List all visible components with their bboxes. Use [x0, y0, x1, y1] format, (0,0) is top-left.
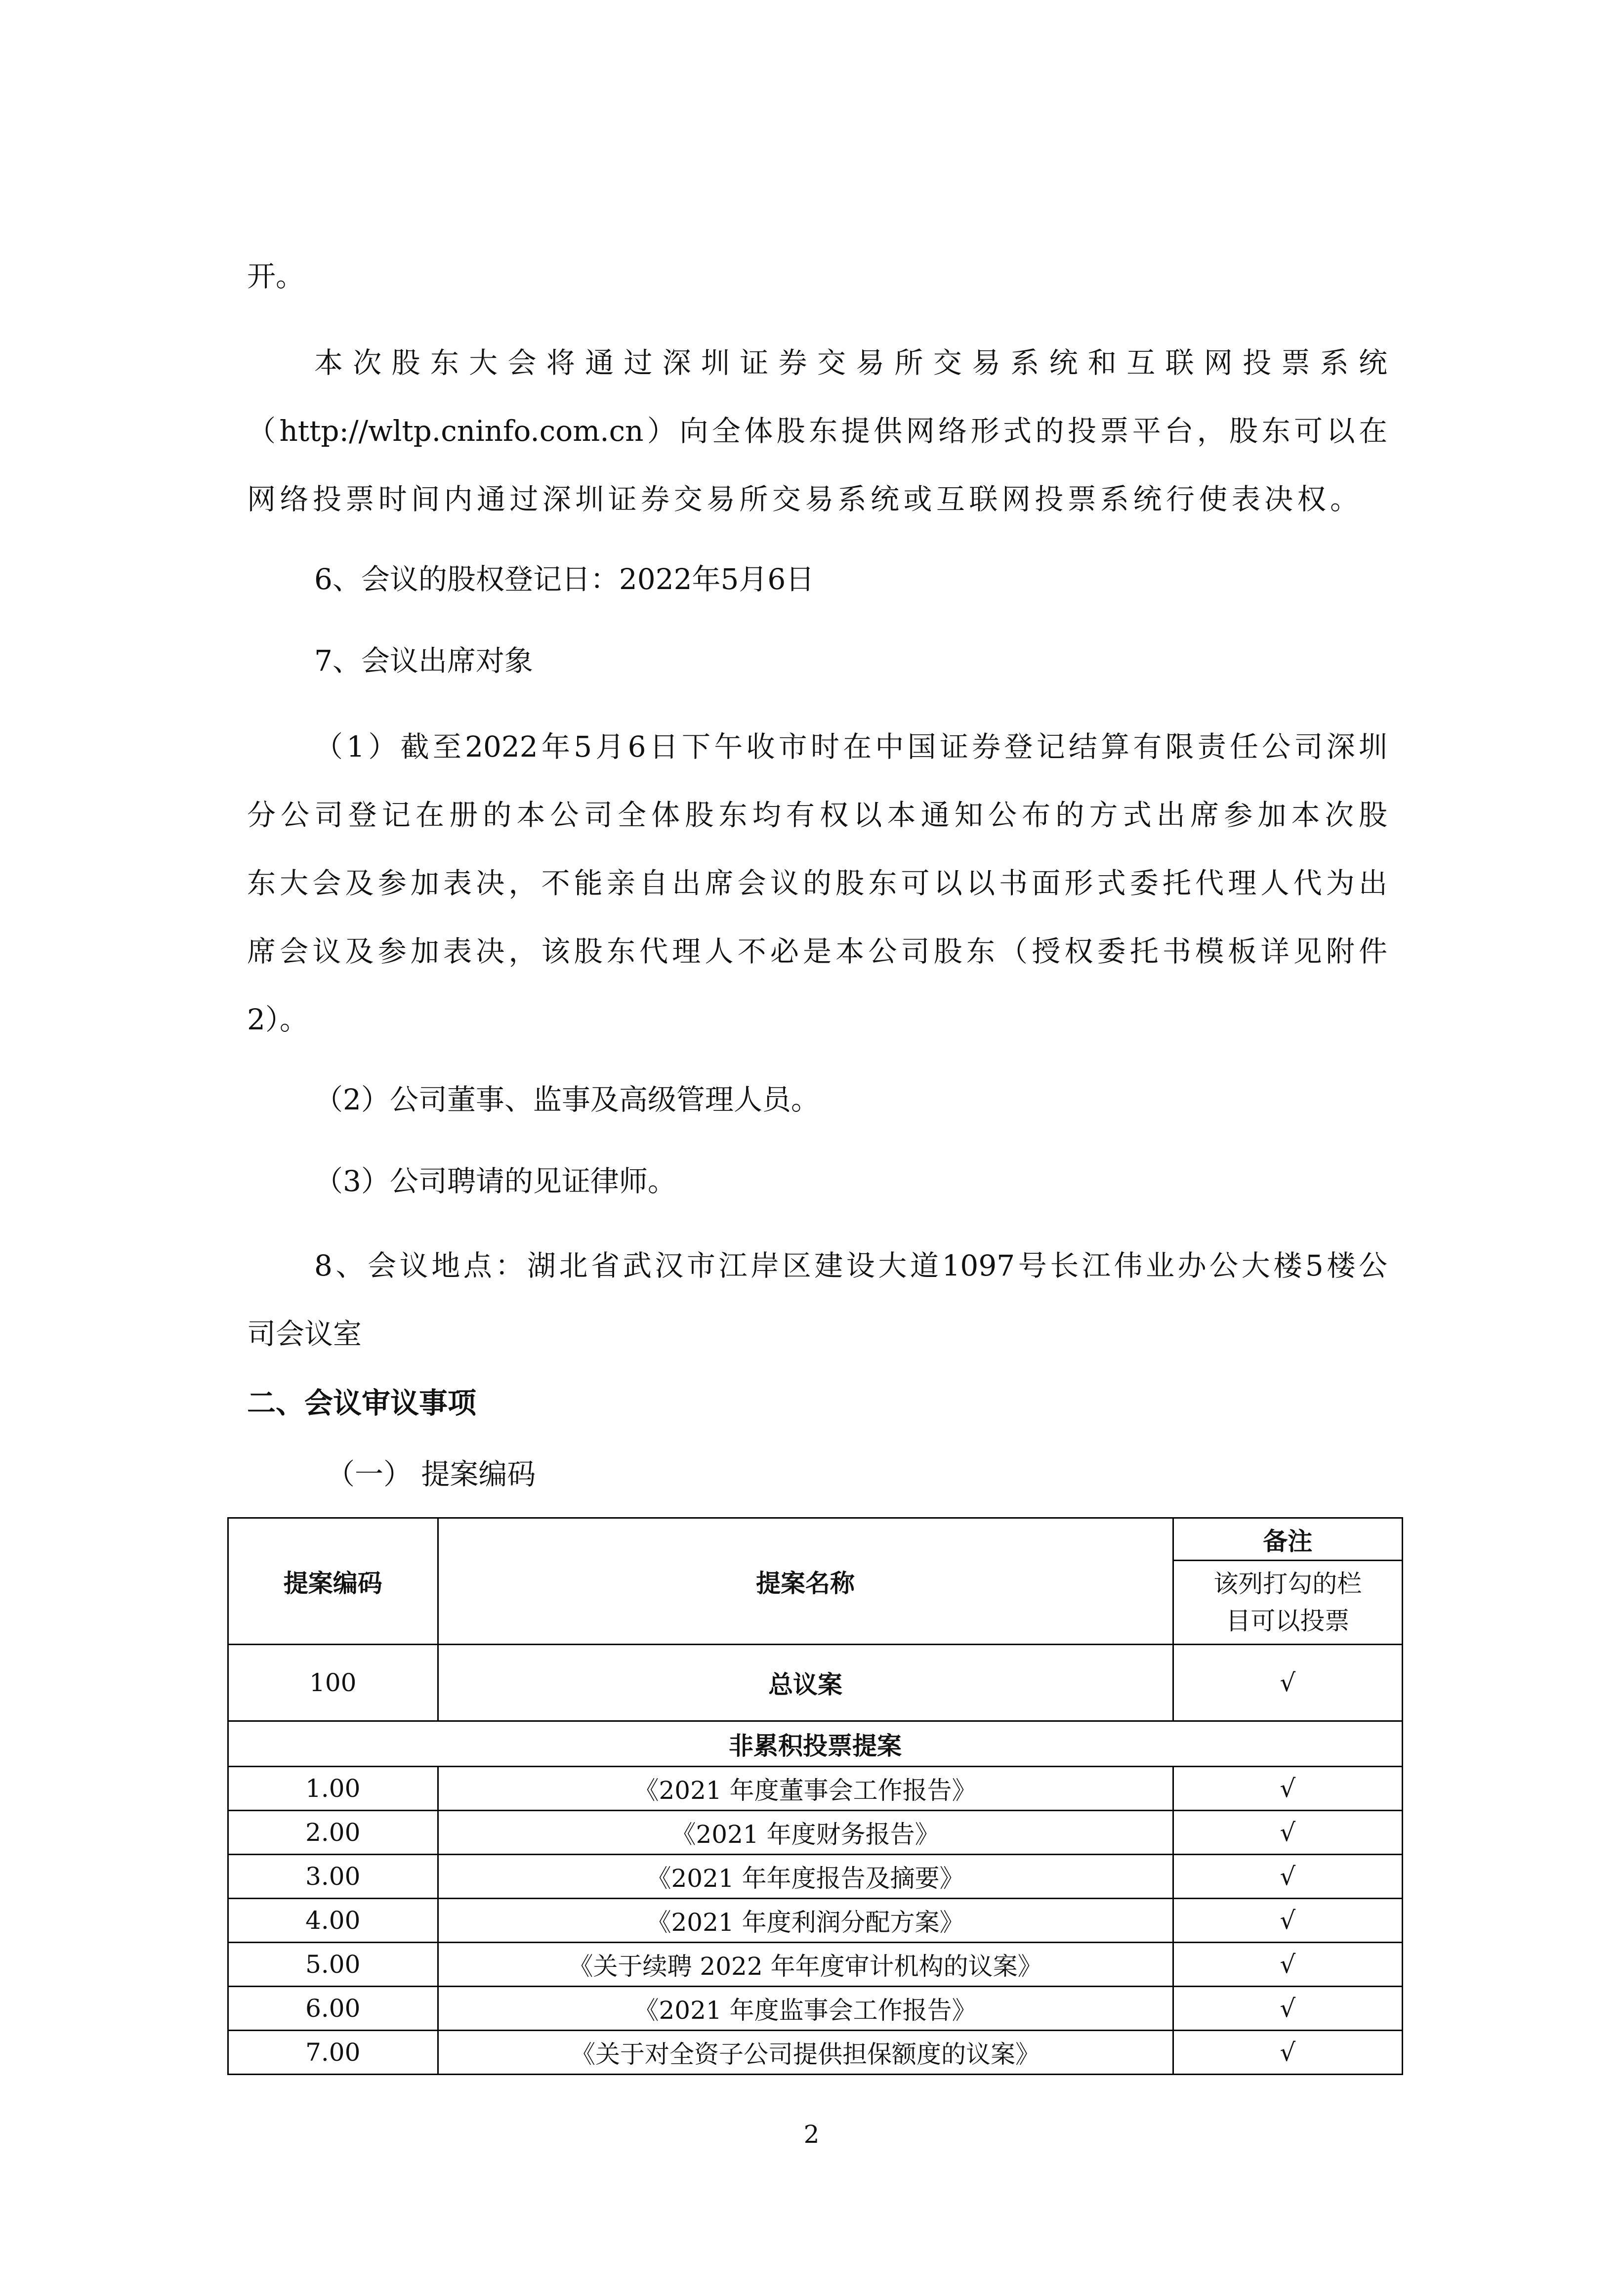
paragraph-line: （http://wltp.cninfo.com.cn）向全体股东提供网络形式的投票平台，股东可以在 — [247, 414, 1387, 448]
paragraph-line: （3）公司聘请的见证律师。 — [314, 1164, 676, 1198]
proposal-table — [227, 1517, 1403, 2075]
paragraph-line: 东大会及参加表决，不能亲自出席会议的股东可以以书面形式委托代理人代为出 — [247, 866, 1387, 900]
table-row-total — [228, 1645, 1403, 1721]
paragraph-line: （1）截至2022年5月6日下午收市时在中国证券登记结算有限责任公司深圳 — [314, 730, 1387, 764]
row-name: 《2021 年度利润分配方案》 — [438, 1899, 1173, 1943]
table-row — [228, 1943, 1403, 1987]
paragraph-line: 6、会议的股权登记日：2022年5月6日 — [314, 562, 815, 596]
row-mark: √ — [1173, 2031, 1402, 2075]
table-row — [228, 1855, 1403, 1899]
row-name: 《关于对全资子公司提供担保额度的议案》 — [438, 2031, 1173, 2075]
row-mark: √ — [1173, 1811, 1402, 1855]
row-mark: √ — [1173, 1899, 1402, 1943]
paragraph-line: （2）公司董事、监事及高级管理人员。 — [314, 1083, 820, 1116]
row-code: 3.00 — [228, 1855, 438, 1899]
row-code: 5.00 — [228, 1943, 438, 1987]
table-row — [228, 1899, 1403, 1943]
row-mark: √ — [1173, 1943, 1402, 1987]
row-code: 4.00 — [228, 1899, 438, 1943]
header-remark-note — [1173, 1561, 1402, 1645]
sub-heading: （一） 提案编码 — [326, 1457, 536, 1491]
paragraph-line: 分公司登记在册的本公司全体股东均有权以本通知公布的方式出席参加本次股 — [247, 798, 1387, 832]
row-name: 《2021 年度董事会工作报告》 — [438, 1767, 1173, 1811]
table-row — [228, 1987, 1403, 2031]
row-mark: √ — [1173, 1987, 1402, 2031]
paragraph-line: 2）。 — [247, 1003, 308, 1036]
table-group-row — [228, 1721, 1403, 1767]
section-heading: 二、会议审议事项 — [247, 1386, 477, 1420]
row-name: 《2021 年度监事会工作报告》 — [438, 1987, 1173, 2031]
row-mark: √ — [1173, 1767, 1402, 1811]
row-code: 7.00 — [228, 2031, 438, 2075]
row-code: 1.00 — [228, 1767, 438, 1811]
paragraph-line: 7、会议出席对象 — [314, 644, 533, 678]
row-code: 6.00 — [228, 1987, 438, 2031]
table-row — [228, 1811, 1403, 1855]
paragraph-line: 司会议室 — [247, 1317, 362, 1351]
header-remark-note-line: 该列打勾的栏 — [1213, 1569, 1362, 1598]
table-header-row — [228, 1518, 1403, 1561]
paragraph-line: 开。 — [247, 259, 305, 293]
row-name: 《2021 年度财务报告》 — [438, 1811, 1173, 1855]
header-remark: 备注 — [1173, 1518, 1402, 1561]
paragraph-line: 席会议及参加表决，该股东代理人不必是本公司股东（授权委托书模板详见附件 — [247, 935, 1387, 968]
group-label: 非累积投票提案 — [228, 1721, 1403, 1767]
table-row — [228, 1767, 1403, 1811]
header-remark-note-line: 目可以投票 — [1226, 1606, 1350, 1635]
header-code: 提案编码 — [228, 1518, 438, 1645]
page-number: 2 — [803, 2120, 820, 2149]
row-code: 2.00 — [228, 1811, 438, 1855]
row-mark: √ — [1173, 1855, 1402, 1899]
paragraph-line: 本次股东大会将通过深圳证券交易所交易系统和互联网投票系统 — [314, 346, 1387, 380]
total-name: 总议案 — [438, 1645, 1173, 1721]
row-name: 《关于续聘 2022 年年度审计机构的议案》 — [438, 1943, 1173, 1987]
header-name: 提案名称 — [438, 1518, 1173, 1645]
total-mark: √ — [1173, 1645, 1402, 1721]
paragraph-line: 网络投票时间内通过深圳证券交易所交易系统或互联网投票系统行使表决权。 — [247, 482, 1359, 516]
row-name: 《2021 年年度报告及摘要》 — [438, 1855, 1173, 1899]
total-code: 100 — [228, 1645, 438, 1721]
paragraph-line: 8、会议地点：湖北省武汉市江岸区建设大道1097号长江伟业办公大楼5楼公 — [314, 1249, 1387, 1282]
table-row — [228, 2031, 1403, 2075]
